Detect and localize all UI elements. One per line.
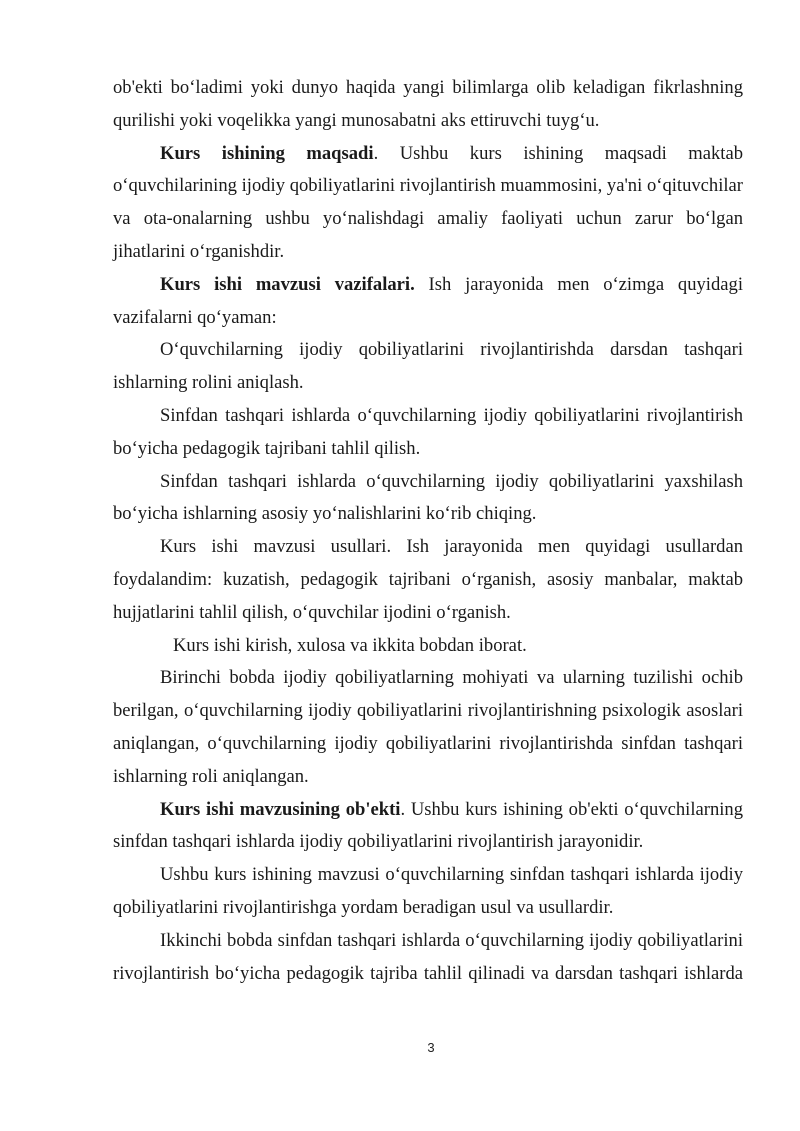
paragraph-structure bbox=[113, 630, 743, 663]
paragraph-text: Kurs ishi mavzusi usullari. Ish jarayonida men quyidagi usullardan foydalandim: kuzatish, pedagogik tajribani o‘rganish, asosiy manbalar, maktab hujjatlarini tahlil qilish, o‘quvchilar ijodini o‘rganish. bbox=[113, 536, 743, 623]
paragraph-heading: Kurs ishi mavzusining ob'ekti bbox=[160, 798, 401, 820]
paragraph-text: Kurs ishi kirish, xulosa va ikkita bobdan iborat. bbox=[173, 634, 527, 656]
paragraph-text: Sinfdan tashqari ishlarda o‘quvchilarning ijodiy qobiliyatlarini rivojlantirish bo‘yicha pedagogik tajribani tahlil qilish. bbox=[113, 404, 743, 459]
paragraph-text: ob'ekti bo‘ladimi yoki dunyo haqida yangi bilimlarga olib keladigan fikrlashning qurilishi yoki voqelikka yangi munosabatni aks ettiruvchi tuyg‘u. bbox=[113, 77, 743, 131]
paragraph-text: Ish jarayonida men o‘zimga quyidagi vazifalarni qo‘yaman: bbox=[113, 273, 743, 328]
paragraph-text: Ikkinchi bobda sinfdan tashqari ishlarda o‘quvchilarning ijodiy qobiliyatlarini rivojlantirish bo‘yicha pedagogik tajriba tahlil qilinadi va darsdan tashqari ishlarda bbox=[113, 929, 743, 984]
document-body bbox=[113, 72, 743, 990]
page-number: 3 bbox=[427, 1040, 435, 1055]
paragraph-task-3 bbox=[113, 466, 743, 532]
paragraph-text: O‘quvchilarning ijodiy qobiliyatlarini rivojlantirishda darsdan tashqari ishlarning rolini aniqlash. bbox=[113, 339, 743, 394]
paragraph-task-1 bbox=[113, 334, 743, 400]
paragraph-heading: Kurs ishining maqsadi bbox=[160, 142, 374, 164]
paragraph-text: Sinfdan tashqari ishlarda o‘quvchilarning ijodiy qobiliyatlarini yaxshilash bo‘yicha ishlarning asosiy yo‘nalishlarini ko‘rib chiqing. bbox=[113, 470, 743, 525]
paragraph-heading: Kurs ishi mavzusi vazifalari. bbox=[160, 273, 415, 295]
paragraph-chapter-one bbox=[113, 662, 743, 793]
paragraph-continuation bbox=[113, 72, 743, 138]
paragraph-course-object bbox=[113, 794, 743, 860]
paragraph-text: Ushbu kurs ishining mavzusi o‘quvchilarning sinfdan tashqari ishlarda ijodiy qobiliyatlarini rivojlantirishga yordam beradigan usul va usullardir. bbox=[113, 864, 743, 918]
paragraph-methods bbox=[113, 531, 743, 629]
paragraph-text: . Ushbu kurs ishining ob'ekti o‘quvchilarning sinfdan tashqari ishlarda ijodiy qobiliyatlarini rivojlantirish jarayonidir. bbox=[113, 798, 744, 853]
paragraph-chapter-two bbox=[113, 925, 743, 991]
paragraph-course-tasks bbox=[113, 269, 743, 335]
paragraph-course-subject bbox=[113, 859, 743, 925]
paragraph-text: . Ushbu kurs ishining maqsadi maktab o‘quvchilarining ijodiy qobiliyatlarini rivojlantirish muammosini, ya'ni o‘qituvchilar va ota-onalarning ushbu yo‘nalishdagi amaliy faoliyati uchun zarur bo‘lgan jihatlarini o‘rganishdir. bbox=[113, 142, 743, 262]
paragraph-course-goal bbox=[113, 138, 743, 269]
paragraph-text: Birinchi bobda ijodiy qobiliyatlarning mohiyati va ularning tuzilishi ochib berilgan, o‘quvchilarning ijodiy qobiliyatlarini rivojlantirishning psixologik asoslari aniqlangan, o‘quvchilarning ijodiy qobiliyatlarini rivojlantirishda sinfdan tashqari ishlarning roli aniqlangan. bbox=[113, 667, 743, 787]
paragraph-task-2 bbox=[113, 400, 743, 466]
